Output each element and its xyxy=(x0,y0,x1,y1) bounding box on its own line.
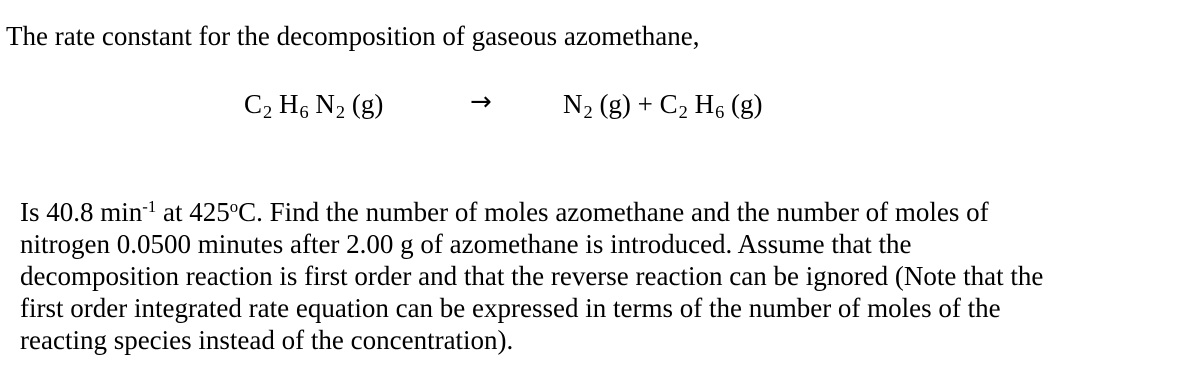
ethane-carbon-subscript: 2 xyxy=(678,101,688,122)
nitrogen-product-phase: (g) + xyxy=(592,89,660,119)
hydrogen-symbol: H xyxy=(272,89,299,119)
paragraph-line-5: reacting species instead of the concentration). xyxy=(20,325,514,355)
nitrogen-subscript: 2 xyxy=(335,101,346,122)
paragraph-line-3: decomposition reaction is first order and that the reverse reaction can be ignored (Note that the xyxy=(20,261,1044,291)
inverse-minute-superscript: -1 xyxy=(142,196,157,216)
reactant-phase: (g) xyxy=(345,89,384,119)
reaction-arrow-icon: → xyxy=(470,87,492,117)
temperature-text: at 425 xyxy=(156,197,230,227)
products-formula xyxy=(563,86,763,122)
nitrogen-product-symbol: N xyxy=(563,89,583,119)
reactant-formula xyxy=(244,86,383,122)
carbon-symbol: C xyxy=(244,89,263,119)
hydrogen-subscript: 6 xyxy=(299,101,309,122)
ethane-hydrogen-subscript: 6 xyxy=(715,101,725,122)
problem-paragraph xyxy=(20,196,1190,356)
nitrogen-symbol: N xyxy=(308,89,335,119)
ethane-phase: (g) xyxy=(724,89,763,119)
nitrogen-product-subscript: 2 xyxy=(583,101,593,122)
carbon-subscript: 2 xyxy=(263,101,273,122)
paragraph-line-4: first order integrated rate equation can be expressed in terms of the number of moles of the xyxy=(20,293,1001,323)
degree-superscript: o xyxy=(229,196,239,216)
rate-constant-text: Is 40.8 min xyxy=(20,197,143,227)
question-text: C. Find the number of moles azomethane and the number of moles of xyxy=(238,197,989,227)
ethane-hydrogen-symbol: H xyxy=(687,89,715,119)
intro-text: The rate constant for the decomposition of gaseous azomethane, xyxy=(6,21,700,51)
paragraph-line-1 xyxy=(20,196,1190,228)
ethane-carbon-symbol: C xyxy=(659,89,678,119)
paragraph-line-2: nitrogen 0.0500 minutes after 2.00 g of azomethane is introduced. Assume that the xyxy=(20,229,912,259)
